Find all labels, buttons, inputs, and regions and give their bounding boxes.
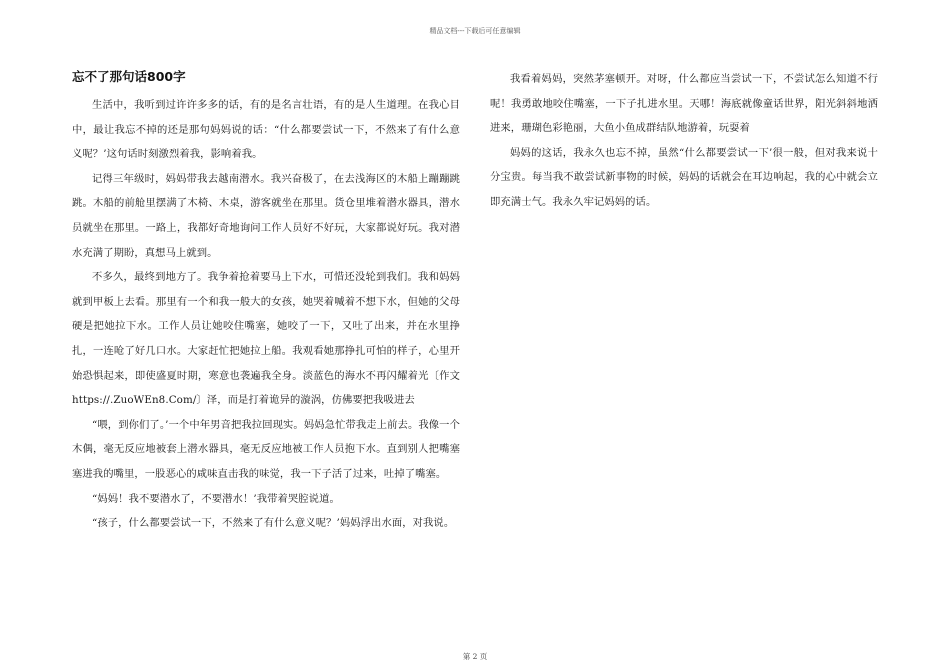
article-title: 忘不了那句话800字 xyxy=(72,69,186,84)
right-column xyxy=(490,67,878,215)
left-column xyxy=(72,69,460,536)
paragraph: “妈妈！我不要潜水了，不要潜水！’我带着哭腔说道。 xyxy=(92,492,340,505)
paragraph: 不多久，最终到地方了。我争着抢着要马上下水，可惜还没轮到我们。我和妈妈就到甲板上去看。那里有一个和我一般大的女孩，她哭着喊着不想下水，但她的父母硬是把她拉下水。工作人员让她咬住嘴塞，她咬了一下，又吐了出来，并在水里挣扎，一连呛了好几口水。大家赶忙把她拉上船。我观看她那挣扎可怕的样子，心里开始恐惧起来，即使盛夏时期，寒意也袭遍我全身。淡蓝色的海水不再闪耀着光〔作文https://.ZuoWEn8.Com/〕泽，而是打着诡异的漩涡，仿佛要把我吸进去 xyxy=(72,271,460,407)
paragraph: “孩子，什么都要尝试一下，不然来了有什么意义呢？’妈妈浮出水面，对我说。 xyxy=(92,517,455,530)
paragraph: 我看着妈妈，突然茅塞顿开。对呀，什么都应当尝试一下，不尝试怎么知道不行呢！我勇敢地咬住嘴塞，一下子扎进水里。天哪！海底就像童话世界，阳光斜斜地洒进来，珊瑚色彩艳丽，大鱼小鱼成群结队地游着，玩耍着 xyxy=(490,73,878,135)
paragraph: 妈妈的这话，我永久也忘不掉，虽然“什么都要尝试一下’很一般，但对我来说十分宝贵。每当我不敢尝试新事物的时候，妈妈的话就会在耳边响起，我的心中就会立即充满士气。我永久牢记妈妈的话。 xyxy=(490,146,878,208)
paragraph: “喂，到你们了。’一个中年男音把我拉回现实。妈妈急忙带我走上前去。我像一个木偶，毫无反应地被套上潜水器具，毫无反应地被工作人员抱下水。直到别人把嘴塞塞进我的嘴里，一股恶心的咸味直击我的味觉，我一下子活了过来，吐掉了嘴塞。 xyxy=(72,418,460,480)
paragraph: 记得三年级时，妈妈带我去越南潜水。我兴奋极了，在去浅海区的木船上蹦蹦跳跳。木船的前舱里摆满了木椅、木桌，游客就坐在那里。货仓里堆着潜水器具，潜水员就坐在那里。一路上，我都好奇地询问工作人员好不好玩，大家都说好玩。我对潜水充满了期盼，真想马上就到。 xyxy=(72,172,460,259)
paragraph: 生活中，我听到过许许多多的话，有的是名言壮语，有的是人生道理。在我心目中，最让我忘不掉的还是那句妈妈说的话：“什么都要尝试一下，不然来了有什么意义呢？’这句话时刻激烈着我，影响着我。 xyxy=(72,99,460,161)
page-header: 精品文档---下载后可任意编辑 xyxy=(429,27,521,35)
page-number: 第 2 页 xyxy=(462,652,488,661)
